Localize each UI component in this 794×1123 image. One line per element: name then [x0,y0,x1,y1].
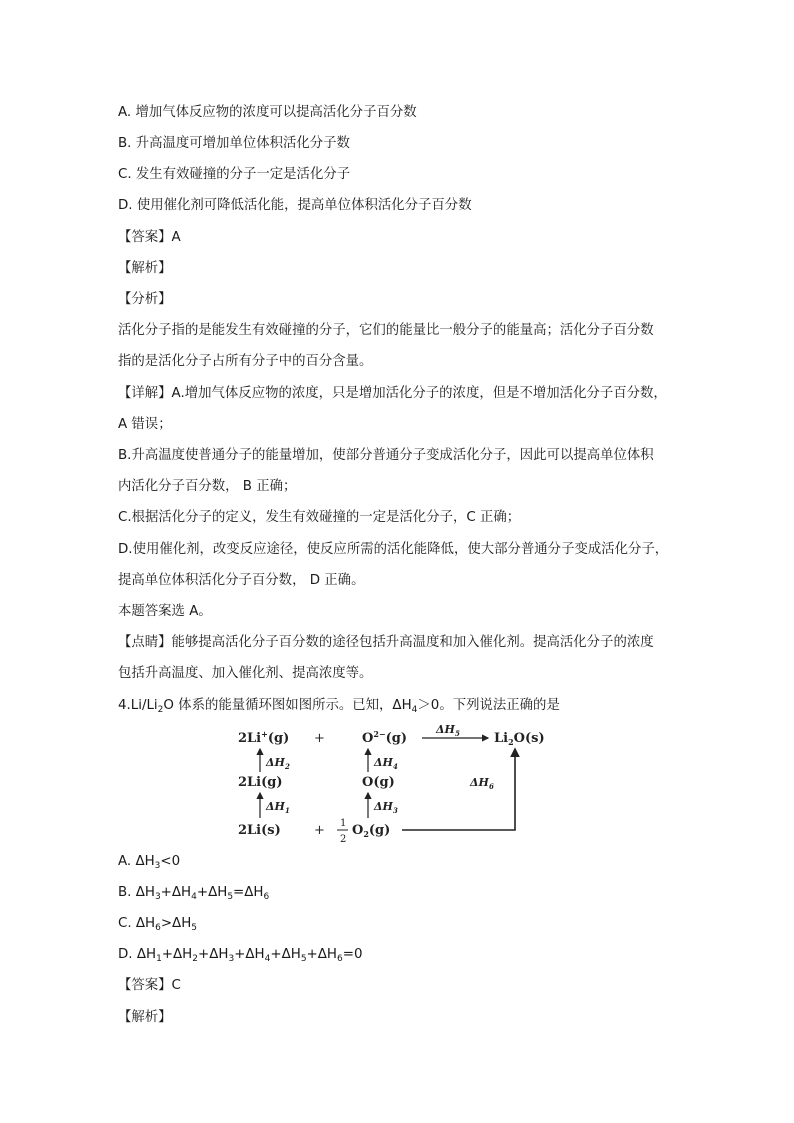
detail-line1: 【详解】A.增加气体反应物的浓度，只是增加活化分子的浓度，但是不增加活化分子百分数， [118,386,667,401]
option-q4-c: C. $\Delta H_6>\Delta H_5$ [118,916,198,933]
detail-line5: C.根据活化分子的定义，发生有效碰撞的一定是活化分子，C 正确； [118,510,521,525]
species-li-plus-g: 2Li+(g) [238,729,290,746]
fenxi-text-line2: 指的是活化分子占所有分子中的百分含量。 [118,354,373,369]
species-o2minus-g: $O^{2-}(g)$ [362,729,408,746]
label-dh5: $\Delta H_5$ [436,723,460,738]
option-q3-d: D. 使用催化剂可降低活化能，提高单位体积活化分子百分数 [118,198,472,213]
species-li2o-s: $Li_2O(s)$ [494,731,545,747]
detail-line7: 提高单位体积活化分子百分数， D 正确。 [118,573,365,588]
fenxi-text-line1: 活化分子指的是能发生有效碰撞的分子，它们的能量比一般分子的能量高；活化分子百分数 [118,323,654,338]
option-q3-a: A. 增加气体反应物的浓度可以提高活化分子百分数 [118,105,417,120]
dianjing-line2: 包括升高温度、加入催化剂、提高浓度等。 [118,666,373,681]
energy-cycle-diagram [230,722,545,850]
detail-line4: 内活化分子百分数， B 正确； [118,479,297,494]
plus-sign-bottom: + [314,823,325,838]
option-q4-a: A. $\Delta H_3<0$ [118,854,181,871]
answer-q3: 【答案】A [118,230,181,245]
fraction-numerator: 1 [340,818,347,829]
label-dh4: $\Delta H_4$ [374,756,398,771]
species-2li-g: 2Li(g) [238,775,283,790]
label-dh3: $\Delta H_3$ [374,800,398,815]
jiexi-label-q3: 【解析】 [118,261,172,276]
arrow-dh6 [402,749,515,830]
label-dh2: $\Delta H_2$ [266,756,290,771]
dianjing-line1: 【点睛】能够提高活化分子百分数的途径包括升高温度和加入催化剂。提高活化分子的浓度 [118,635,654,650]
species-o-g: O(g) [362,775,395,790]
fenxi-label: 【分析】 [118,292,172,307]
detail-line3: B.升高温度使普通分子的能量增加，使部分普通分子变成活化分子，因此可以提高单位体积 [118,448,654,463]
conclusion: 本题答案选 A。 [118,604,212,619]
fraction-denominator: 2 [340,834,347,845]
jiexi-label-q4: 【解析】 [118,1010,172,1025]
answer-q4: 【答案】C [118,978,181,993]
option-q3-c: C. 发生有效碰撞的分子一定是活化分子 [118,167,351,182]
plus-sign-top: + [314,731,325,746]
species-o2-g: $O_2(g)$ [352,823,391,839]
detail-line2: A 错误； [118,417,172,432]
option-q4-d: D. $\Delta H_1+\Delta H_2+\Delta H_3+\Delta H_4+\Delta H_5+\Delta H_6=0$ [118,947,363,964]
label-dh6: $\Delta H_6$ [470,776,494,791]
option-q4-b: B. $\Delta H_3+\Delta H_4+\Delta H_5=\Delta H_6$ [118,885,270,902]
question4-stem: $4.Li/Li_2O$ 体系的能量循环图如图所示。已知，$\Delta H_4>0$。下列说法正确的是 [118,698,560,715]
detail-line6: D.使用催化剂，改变反应途径，使反应所需的活化能降低，使大部分普通分子变成活化分子， [118,542,669,557]
species-2li-s: 2Li(s) [238,823,281,838]
label-dh1: $\Delta H_1$ [266,800,290,815]
option-q3-b: B. 升高温度可增加单位体积活化分子数 [118,136,350,151]
